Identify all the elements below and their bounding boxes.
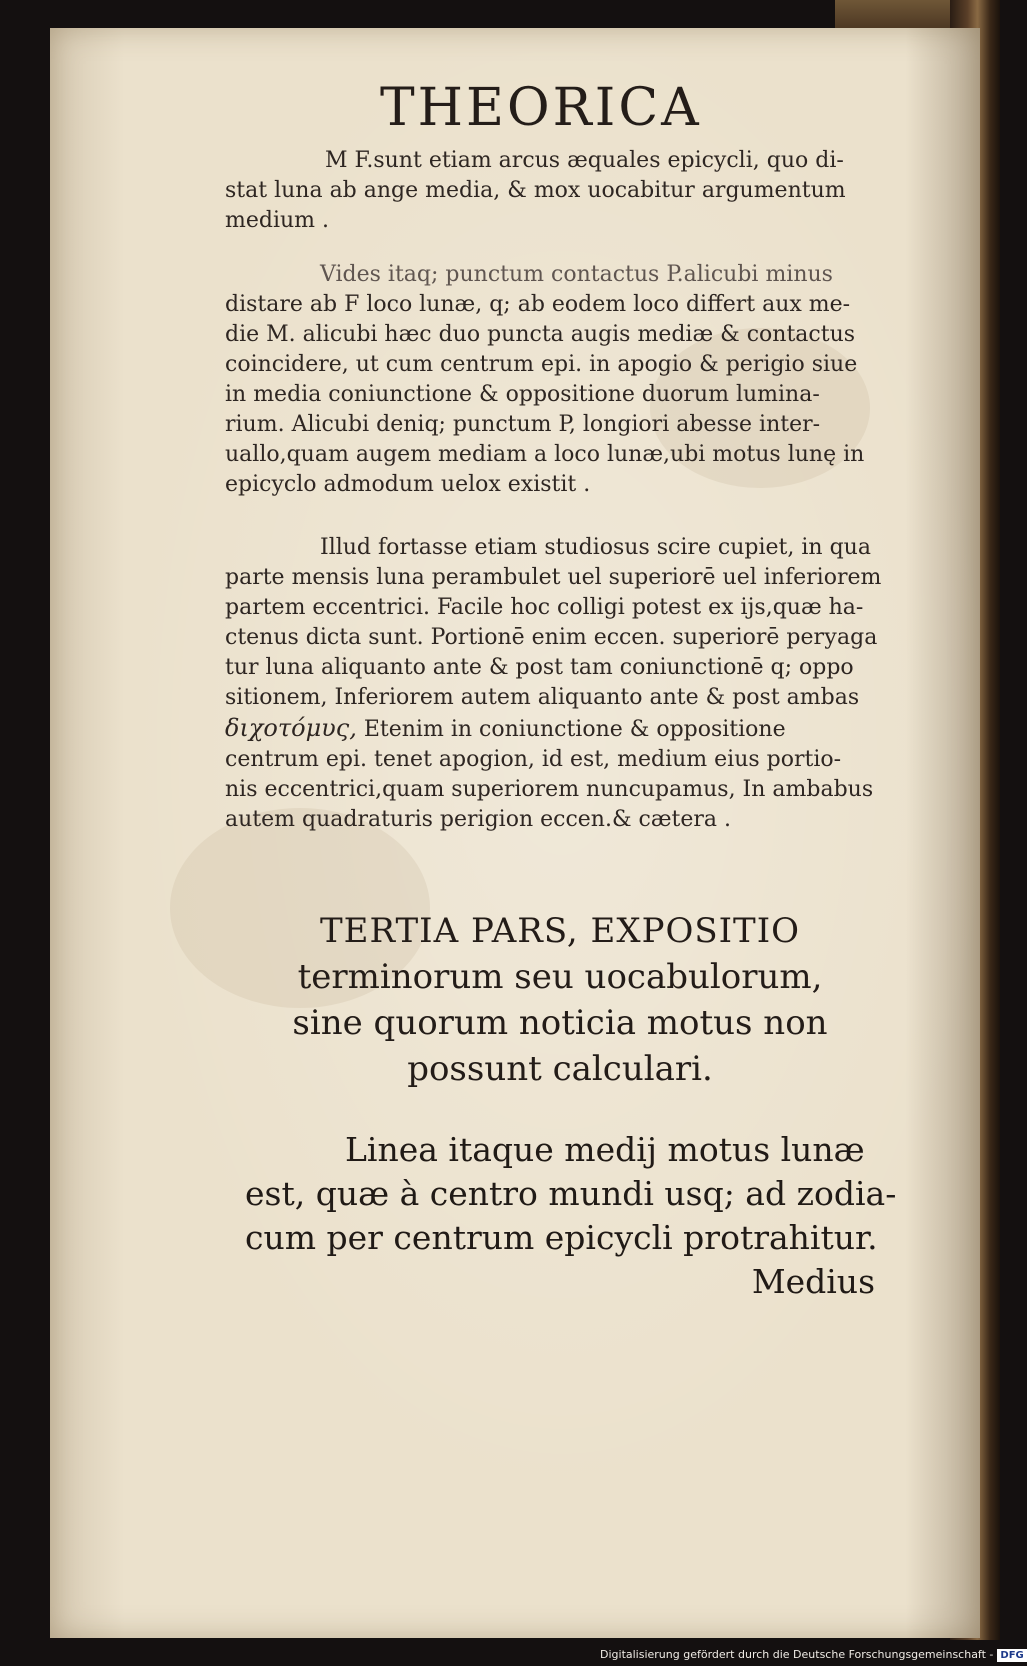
section-heading (270, 908, 850, 1092)
text-line: est, quæ à centro mundi usq; ad zodia- (245, 1174, 897, 1213)
text-line: autem quadraturis perigion eccen.& cætera . (225, 807, 732, 832)
heading-line: TERTIA PARS, EXPOSITIO (319, 911, 801, 951)
text-line: cum per centrum epicycli protrahitur. (245, 1218, 878, 1257)
text-line: rium. Alicubi deniq; punctum P, longiori abesse inter- (225, 412, 821, 437)
text-line: partem eccentrici. Facile hoc colligi potest ex ijs,quæ ha- (225, 595, 864, 620)
text-line-greek (225, 713, 865, 745)
text-line: parte mensis luna perambulet uel superiorē uel inferiorem (225, 565, 882, 590)
paragraph-3 (225, 533, 882, 835)
book-page (50, 28, 980, 1638)
text-line: centrum epi. tenet apogion, id est, medium eius portio- (225, 747, 842, 772)
text-line: distare ab F loco lunæ, q; ab eodem loco differt aux me- (225, 292, 851, 317)
heading-line: possunt calculari. (407, 1049, 713, 1089)
text-line: Vides itaq; punctum contactus P.alicubi minus (320, 262, 833, 287)
text-line: coincidere, ut cum centrum epi. in apogio & perigio siue (225, 352, 858, 377)
text-line: nis eccentrici,quam superiorem nuncupamus, In ambabus (225, 777, 874, 802)
dfg-logo: DFG (997, 1649, 1026, 1662)
text-line: M F.sunt etiam arcus æquales epicycli, quo di- (325, 148, 844, 173)
text-line: uallo,quam augem mediam a loco lunæ,ubi motus lunę in (225, 442, 865, 467)
text-line: Linea itaque medij motus lunæ (345, 1130, 865, 1169)
text-line: sitionem, Inferiorem autem aliquanto ante & post ambas (225, 685, 860, 710)
text-line: die M. alicubi hæc duo puncta augis mediæ & contactus (225, 322, 856, 347)
text-line: medium . (225, 208, 330, 233)
heading-line: sine quorum noticia motus non (292, 1003, 828, 1043)
footer-text: Digitalisierung gefördert durch die Deutsche Forschungsgemeinschaft - (600, 1648, 994, 1661)
body-large (245, 1128, 897, 1304)
text-line: ctenus dicta sunt. Portionē enim eccen. superiorē perуaga (225, 625, 878, 650)
text-line: stat luna ab ange media, & mox uocabitur argumentum (225, 178, 846, 203)
running-head: THEORICA (380, 78, 702, 138)
paragraph-2 (225, 260, 865, 500)
digitization-footer (600, 1646, 1024, 1664)
text-fragment: Etenim in coniunctione & oppositione (356, 717, 786, 742)
paragraph-1 (225, 146, 865, 236)
text-line: in media coniunctione & oppositione duorum lumina- (225, 382, 820, 407)
greek-word: διχοτόμυς, (225, 714, 357, 742)
text-line: epicyclo admodum uelox existit . (225, 472, 591, 497)
text-line: Illud fortasse etiam studiosus scire cupiet, in qua (320, 535, 871, 560)
catchword: Medius (751, 1262, 875, 1301)
text-line: tur luna aliquanto ante & post tam coniunctionē q; oppo (225, 655, 854, 680)
heading-line: terminorum seu uocabulorum, (297, 957, 823, 997)
